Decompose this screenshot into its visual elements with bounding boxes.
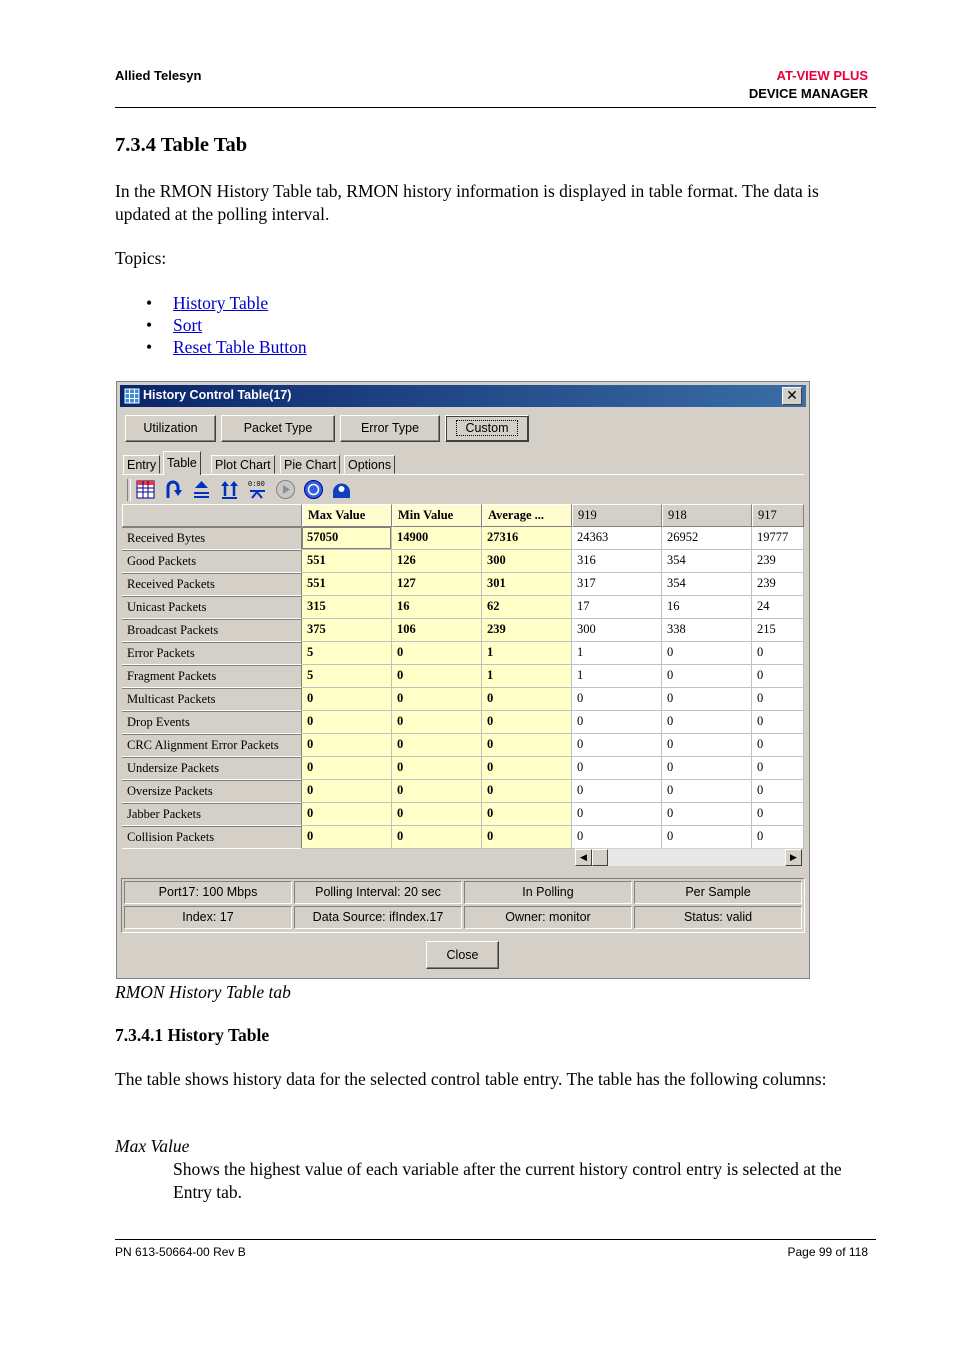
row-header: Oversize Packets	[122, 780, 302, 803]
column-header[interactable]: 918	[662, 504, 752, 527]
intro-paragraph: In the RMON History Table tab, RMON history information is displayed in table format. The data is updated at the polling interval.	[115, 181, 819, 224]
table-cell[interactable]: 17	[572, 596, 662, 619]
column-header[interactable]: 917	[752, 504, 804, 527]
table-cell[interactable]: 0	[392, 780, 482, 803]
subsection-heading: 7.3.4.1 History Table	[115, 1025, 270, 1045]
row-header: Received Bytes	[122, 527, 302, 550]
table-cell[interactable]: 315	[302, 596, 392, 619]
table-cell[interactable]: 0	[302, 734, 392, 757]
table-cell[interactable]: 0	[752, 665, 804, 688]
dialog-title: History Control Table(17)	[143, 388, 292, 402]
column-header[interactable]: Min Value	[392, 504, 482, 527]
company-name: Allied Telesyn	[115, 68, 202, 83]
table-cell[interactable]: 551	[302, 550, 392, 573]
table-cell[interactable]: 0	[662, 734, 752, 757]
data-source-status: Data Source: ifIndex.17	[294, 906, 462, 929]
table-cell[interactable]: 0	[752, 757, 804, 780]
table-cell[interactable]: 0	[752, 734, 804, 757]
table-cell[interactable]: 0	[662, 642, 752, 665]
table-cell[interactable]: 0	[302, 826, 392, 849]
row-header: Collision Packets	[122, 826, 302, 849]
page-number: Page 99 of 118	[787, 1245, 868, 1259]
table-cell[interactable]: 62	[482, 596, 572, 619]
table-cell[interactable]: 0	[302, 711, 392, 734]
table-cell[interactable]: 0	[482, 826, 572, 849]
tab-entry[interactable]: Entry	[123, 455, 160, 474]
table-cell[interactable]: 239	[752, 550, 804, 573]
table-cell[interactable]: 27316	[482, 527, 572, 550]
table-view-icon[interactable]	[134, 478, 157, 501]
table-cell[interactable]: 0	[572, 803, 662, 826]
utilization-button[interactable]: Utilization	[125, 415, 216, 442]
table-cell[interactable]: 0	[662, 803, 752, 826]
table-cell[interactable]: 0	[392, 757, 482, 780]
history-table	[122, 504, 804, 848]
table-cell[interactable]: 0	[482, 711, 572, 734]
close-icon[interactable]: ✕	[782, 387, 802, 405]
row-header: Undersize Packets	[122, 757, 302, 780]
table-cell[interactable]: 5	[302, 665, 392, 688]
sort-ascending-icon[interactable]	[218, 478, 241, 501]
table-cell[interactable]: 215	[752, 619, 804, 642]
section-name: DEVICE MANAGER	[748, 86, 868, 101]
definition-term: Max Value	[115, 1136, 190, 1156]
table-cell[interactable]: 0	[392, 734, 482, 757]
bullet-icon: •	[146, 337, 153, 357]
table-cell[interactable]: 0	[572, 780, 662, 803]
product-name: AT-VIEW PLUS	[776, 68, 868, 83]
move-up-icon[interactable]	[190, 478, 213, 501]
table-cell[interactable]: 0	[572, 757, 662, 780]
custom-button[interactable]	[445, 415, 529, 442]
svg-text:0:00: 0:00	[248, 481, 265, 489]
table-cell[interactable]: 375	[302, 619, 392, 642]
table-cell[interactable]: 300	[482, 550, 572, 573]
tab-pie-chart[interactable]: Pie Chart	[280, 455, 340, 474]
table-cell[interactable]: 0	[302, 757, 392, 780]
table-cell[interactable]: 0	[392, 826, 482, 849]
table-cell[interactable]: 0	[752, 803, 804, 826]
table-cell[interactable]: 19777	[752, 527, 804, 550]
reset-icon[interactable]	[330, 478, 353, 501]
toolbar-grip	[127, 479, 131, 501]
column-header[interactable]: Average ...	[482, 504, 572, 527]
definition-text: Shows the highest value of each variable after the current history control entry is selected at the Entry tab.	[173, 1159, 842, 1202]
validity-status: Status: valid	[634, 906, 802, 929]
table-cell[interactable]: 0	[482, 780, 572, 803]
scroll-thumb[interactable]	[592, 849, 608, 866]
table-cell[interactable]: 0	[392, 803, 482, 826]
row-header: Broadcast Packets	[122, 619, 302, 642]
table-cell[interactable]: 0	[302, 688, 392, 711]
horizontal-scrollbar[interactable]	[574, 848, 803, 867]
table-cell[interactable]: 0	[392, 665, 482, 688]
table-cell[interactable]: 338	[662, 619, 752, 642]
table-cell[interactable]: 0	[482, 734, 572, 757]
table-cell[interactable]: 0	[302, 803, 392, 826]
topics-label: Topics:	[115, 248, 167, 268]
table-cell[interactable]: 0	[482, 803, 572, 826]
table-cell[interactable]: 0	[662, 688, 752, 711]
table-cell[interactable]: 0	[392, 711, 482, 734]
list-item	[140, 337, 307, 359]
row-header: Unicast Packets	[122, 596, 302, 619]
list-item	[140, 293, 307, 315]
play-icon[interactable]	[274, 478, 297, 501]
table-cell[interactable]: 1	[482, 642, 572, 665]
table-cell[interactable]: 1	[572, 665, 662, 688]
table-cell[interactable]: 300	[572, 619, 662, 642]
table-cell[interactable]: 24	[752, 596, 804, 619]
table-cell[interactable]: 1	[572, 642, 662, 665]
table-cell[interactable]: 0	[572, 688, 662, 711]
row-header: Fragment Packets	[122, 665, 302, 688]
table-cell[interactable]: 14900	[392, 527, 482, 550]
polling-state-status: In Polling	[464, 881, 632, 904]
topics-list	[140, 293, 307, 359]
row-header: CRC Alignment Error Packets	[122, 734, 302, 757]
table-cell[interactable]: 317	[572, 573, 662, 596]
sort-icon[interactable]	[162, 478, 185, 501]
table-app-icon	[124, 388, 140, 404]
table-cell[interactable]: 239	[752, 573, 804, 596]
table-cell[interactable]: 301	[482, 573, 572, 596]
table-cell[interactable]: 0	[752, 642, 804, 665]
tab-table[interactable]: Table	[163, 451, 201, 475]
table-cell[interactable]: 1	[482, 665, 572, 688]
part-number: PN 613-50664-00 Rev B	[115, 1245, 246, 1259]
figure-caption: RMON History Table tab	[115, 982, 291, 1002]
topic-link-reset-table-button[interactable]: Reset Table Button	[173, 337, 307, 357]
table-cell[interactable]: 0	[662, 757, 752, 780]
tab-options[interactable]: Options	[344, 455, 395, 474]
polling-interval-status: Polling Interval: 20 sec	[294, 881, 462, 904]
table-cell[interactable]: 0	[662, 826, 752, 849]
row-header: Drop Events	[122, 711, 302, 734]
sample-mode-status: Per Sample	[634, 881, 802, 904]
table-cell[interactable]: 239	[482, 619, 572, 642]
table-cell[interactable]: 0	[662, 780, 752, 803]
table-cell[interactable]: 0	[302, 780, 392, 803]
dialog-titlebar	[120, 385, 806, 407]
section-heading: 7.3.4 Table Tab	[115, 134, 248, 156]
close-button[interactable]: Close	[426, 941, 499, 969]
corner-header	[122, 504, 302, 527]
port-status: Port17: 100 Mbps	[124, 881, 292, 904]
topic-link-history-table[interactable]: History Table	[173, 293, 269, 313]
table-cell[interactable]: 0	[662, 711, 752, 734]
topic-link-sort[interactable]: Sort	[173, 315, 203, 335]
custom-button-label: Custom	[456, 420, 517, 436]
table-cell[interactable]: 126	[392, 550, 482, 573]
list-item	[140, 315, 307, 337]
table-cell[interactable]: 24363	[572, 527, 662, 550]
table-cell[interactable]: 316	[572, 550, 662, 573]
table-cell[interactable]: 57050	[302, 527, 392, 550]
table-cell[interactable]: 0	[752, 780, 804, 803]
bullet-icon: •	[146, 315, 153, 335]
table-cell[interactable]: 0	[392, 642, 482, 665]
table-cell[interactable]: 0	[482, 757, 572, 780]
table-cell[interactable]: 16	[662, 596, 752, 619]
table-cell[interactable]: 0	[392, 688, 482, 711]
packet-type-button[interactable]: Packet Type	[221, 415, 335, 442]
scroll-right-icon[interactable]: ▶	[785, 849, 802, 866]
table-cell[interactable]: 26952	[662, 527, 752, 550]
table-cell[interactable]: 5	[302, 642, 392, 665]
table-cell[interactable]: 551	[302, 573, 392, 596]
row-header: Jabber Packets	[122, 803, 302, 826]
footer-divider	[115, 1239, 876, 1240]
bullet-icon: •	[146, 293, 153, 313]
table-cell[interactable]: 106	[392, 619, 482, 642]
owner-status: Owner: monitor	[464, 906, 632, 929]
table-cell[interactable]: 16	[392, 596, 482, 619]
index-status: Index: 17	[124, 906, 292, 929]
row-header: Multicast Packets	[122, 688, 302, 711]
table-cell[interactable]: 0	[752, 711, 804, 734]
tab-plot-chart[interactable]: Plot Chart	[211, 455, 275, 474]
table-cell[interactable]: 0	[572, 711, 662, 734]
row-header: Good Packets	[122, 550, 302, 573]
stop-icon[interactable]	[302, 478, 325, 501]
table-cell[interactable]: 127	[392, 573, 482, 596]
interval-icon[interactable]	[246, 478, 269, 501]
column-header[interactable]: Max Value	[302, 504, 392, 527]
table-cell[interactable]: 354	[662, 550, 752, 573]
row-header: Received Packets	[122, 573, 302, 596]
error-type-button[interactable]: Error Type	[340, 415, 440, 442]
table-cell[interactable]: 354	[662, 573, 752, 596]
table-cell[interactable]: 0	[752, 826, 804, 849]
table-cell[interactable]: 0	[572, 826, 662, 849]
row-header: Error Packets	[122, 642, 302, 665]
column-header[interactable]: 919	[572, 504, 662, 527]
table-cell[interactable]: 0	[572, 734, 662, 757]
header-divider	[115, 107, 876, 108]
body-paragraph: The table shows history data for the selected control table entry. The table has the following columns:	[115, 1069, 827, 1089]
table-cell[interactable]: 0	[752, 688, 804, 711]
table-cell[interactable]: 0	[482, 688, 572, 711]
tab-strip-line	[122, 474, 804, 475]
table-cell[interactable]: 0	[662, 665, 752, 688]
scroll-left-icon[interactable]: ◀	[575, 849, 592, 866]
